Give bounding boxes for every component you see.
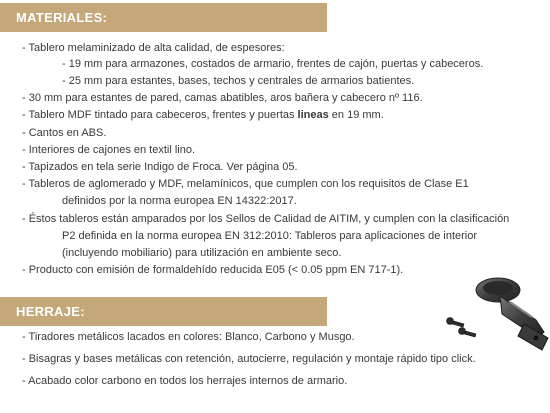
materiales-line-9: definidos por la norma europea EN 14322:2017. [62,195,297,207]
materiales-line-5: - Cantos en ABS. [22,127,107,139]
materiales-line-4: - 30 mm para estantes de pared, camas abatibles, aros bañera y cabecero nº 116. [22,92,423,104]
mdf-bold-word: lineas [297,109,329,121]
materiales-line-13: - Producto con emisión de formaldehído reducida E05 (< 0.05 ppm EN 717-1). [22,264,404,276]
mdf-suffix: en 19 mm. [328,109,384,121]
herraje-line-3: - Acabado color carbono en todos los herrajes internos de armario. [22,375,348,387]
herraje-header: HERRAJE: [0,297,327,326]
materiales-header: MATERIALES: [0,3,327,32]
materiales-line-7: - Tapizados en tela serie Indigo de Froca. Ver página 05. [22,161,298,173]
hinge-icon [440,262,550,354]
materiales-line-3: - 25 mm para estantes, bases, techos y centrales de armarios batientes. [62,75,415,87]
materiales-line-1: - Tablero melaminizado de alta calidad, de espesores: [22,42,285,54]
materiales-line-2: - 19 mm para armazones, costados de armario, frentes de cajón, puertas y cabeceros. [62,58,484,70]
materiales-line-10: - Éstos tableros están amparados por los Sellos de Calidad de AITIM, y cumplen con la clasificación [22,213,510,225]
materiales-line-11: P2 definida en la norma europea EN 312:2010: Tableros para aplicaciones de interior [62,230,478,242]
materiales-line-12: (incluyendo mobiliario) para utilización en ambiente seco. [62,247,342,259]
herraje-line-1: - Tiradores metálicos lacados en colores: Blanco, Carbono y Musgo. [22,331,355,343]
materiales-line-mdf [22,108,384,122]
mdf-prefix: - Tablero MDF tintado para cabeceros, frentes y puertas [22,109,298,121]
materiales-line-8: - Tableros de aglomerado y MDF, melamínicos, que cumplen con los requisitos de Clase E1 [22,178,469,190]
herraje-line-2: - Bisagras y bases metálicas con retención, autocierre, regulación y montaje rápido tipo click. [22,353,476,365]
materiales-line-6: - Interiores de cajones en textil lino. [22,144,196,156]
